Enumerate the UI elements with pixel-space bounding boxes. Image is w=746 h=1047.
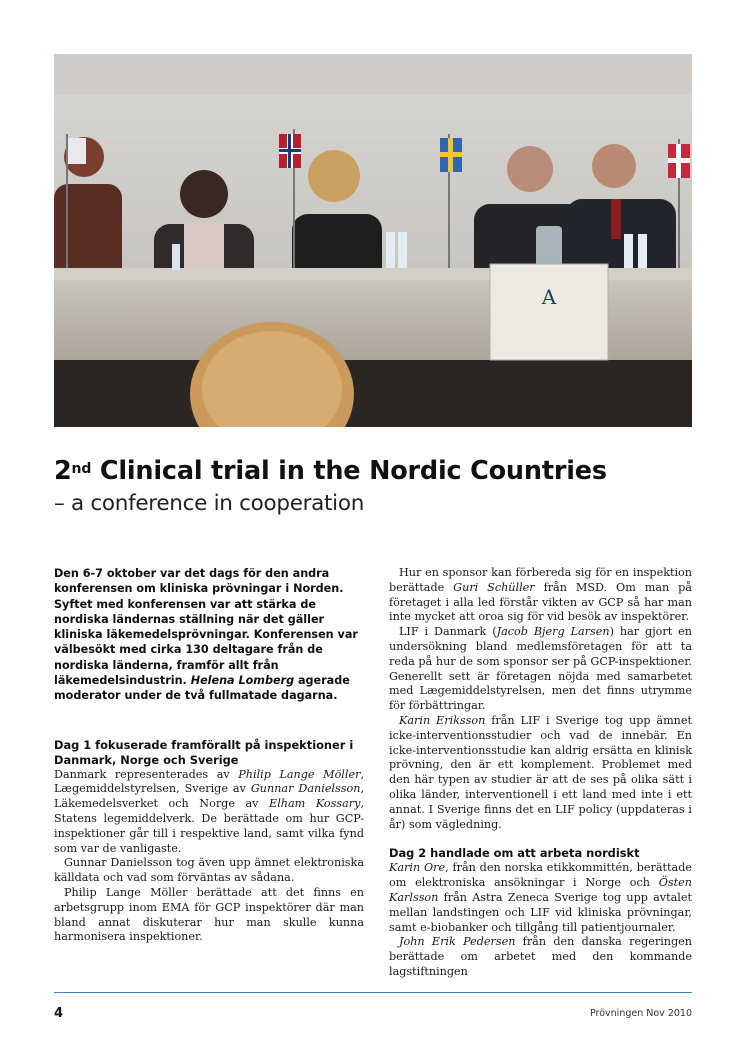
publication-info: Prövningen Nov 2010: [589, 1008, 692, 1019]
paragraph: John Erik Pedersen från den danska regeringen berättade om arbetet med den kommande lagstiftningen: [389, 935, 692, 978]
placard: [490, 264, 608, 360]
svg-text:A: A: [541, 285, 557, 309]
paragraph: Philip Lange Möller berättade att det finns en arbetsgrupp inom EMA för GCP inspektörer där man bland annat diskuterar hur man skulle kunna harmonisera inspektioner.: [54, 886, 364, 944]
left-column: [54, 566, 364, 945]
section-heading-day1: Dag 1 fokuserade framförallt på inspektioner i Danmark, Norge och Sverige: [54, 737, 354, 767]
right-column: [389, 566, 692, 980]
paragraph: Gunnar Danielsson tog även upp ämnet elektroniska källdata och vad som förväntas av sådana.: [54, 856, 364, 885]
article-title: 2nd Clinical trial in the Nordic Countries: [54, 456, 607, 486]
article-subtitle: – a conference in cooperation: [54, 491, 365, 516]
paragraph: Karin Ore, från den norska etikkommittén, berättade om elektroniska ansökningar i Norge och Östen Karlsson från Astra Zeneca Sverige tog upp avtalet mellan landstingen och LIF vid kliniska prövningar, samt e-biobanker och tillgång till patientjournaler.: [389, 861, 692, 934]
article-headline: [54, 455, 694, 519]
footer-rule: [54, 992, 692, 993]
paragraph: LIF i Danmark (Jacob Bjerg Larsen) har gjort en undersökning bland medlemsföretagen för att ta reda på hur de som sponsor ser på GCP-inspektioner. Generellt sett är företagen nöjda med samarbetet med Lægemiddelstyrelsen, men det finns utrymme för förbättringar.: [389, 625, 693, 713]
paragraph: Danmark representerades av Philip Lange Möller, Lægemiddelstyrelsen, Sverige av Gunnar Danielsson, Läkemedelsverket och Norge av Elham Kossary, Statens legemiddelverk. De berättade om hur GCP-inspektioner går till i respektive land, samt vilka fynd som var de vanligaste.: [54, 767, 364, 855]
section-heading-day2: Dag 2 handlade om att arbeta nordiskt: [389, 846, 640, 861]
paragraph: Hur en sponsor kan förbereda sig för en inspektion berättade Guri Schüller från MSD. Om man på företaget i alla led förstår vikten av GCP så har man inte mycket att oroa sig för vid besök av inspektörer.: [389, 566, 692, 624]
conference-photo: [54, 54, 692, 427]
paragraph: Karin Eriksson från LIF i Sverige tog upp ämnet icke-interventionsstudier och vad de innebär. En icke-interventionsstudie kan aldrig ersätta en klinisk prövning, den är ett komplement. Problemet med den här typen av studier är att de ses på olika sätt i olika länder, interventionell i ett land med inte i ett annat. I Sverige finns det en LIF policy (uppdateras i år) som vägledning.: [389, 713, 693, 831]
lead-paragraph: Den 6-7 oktober var det dags för den andra konferensen om kliniska prövningar i Norden. Syftet med konferensen var att stärka de nordiska ländernas ställning när det gäller kliniska läkemedelsprövningar. Konferensen var välbesökt med cirka 130 deltagare från de nordiska länderna, framför allt från läkemedelsindustrin. Helena Lomberg agerade moderator under de två fullmatade dagarna.: [54, 567, 358, 703]
page-number: 4: [54, 1006, 64, 1021]
